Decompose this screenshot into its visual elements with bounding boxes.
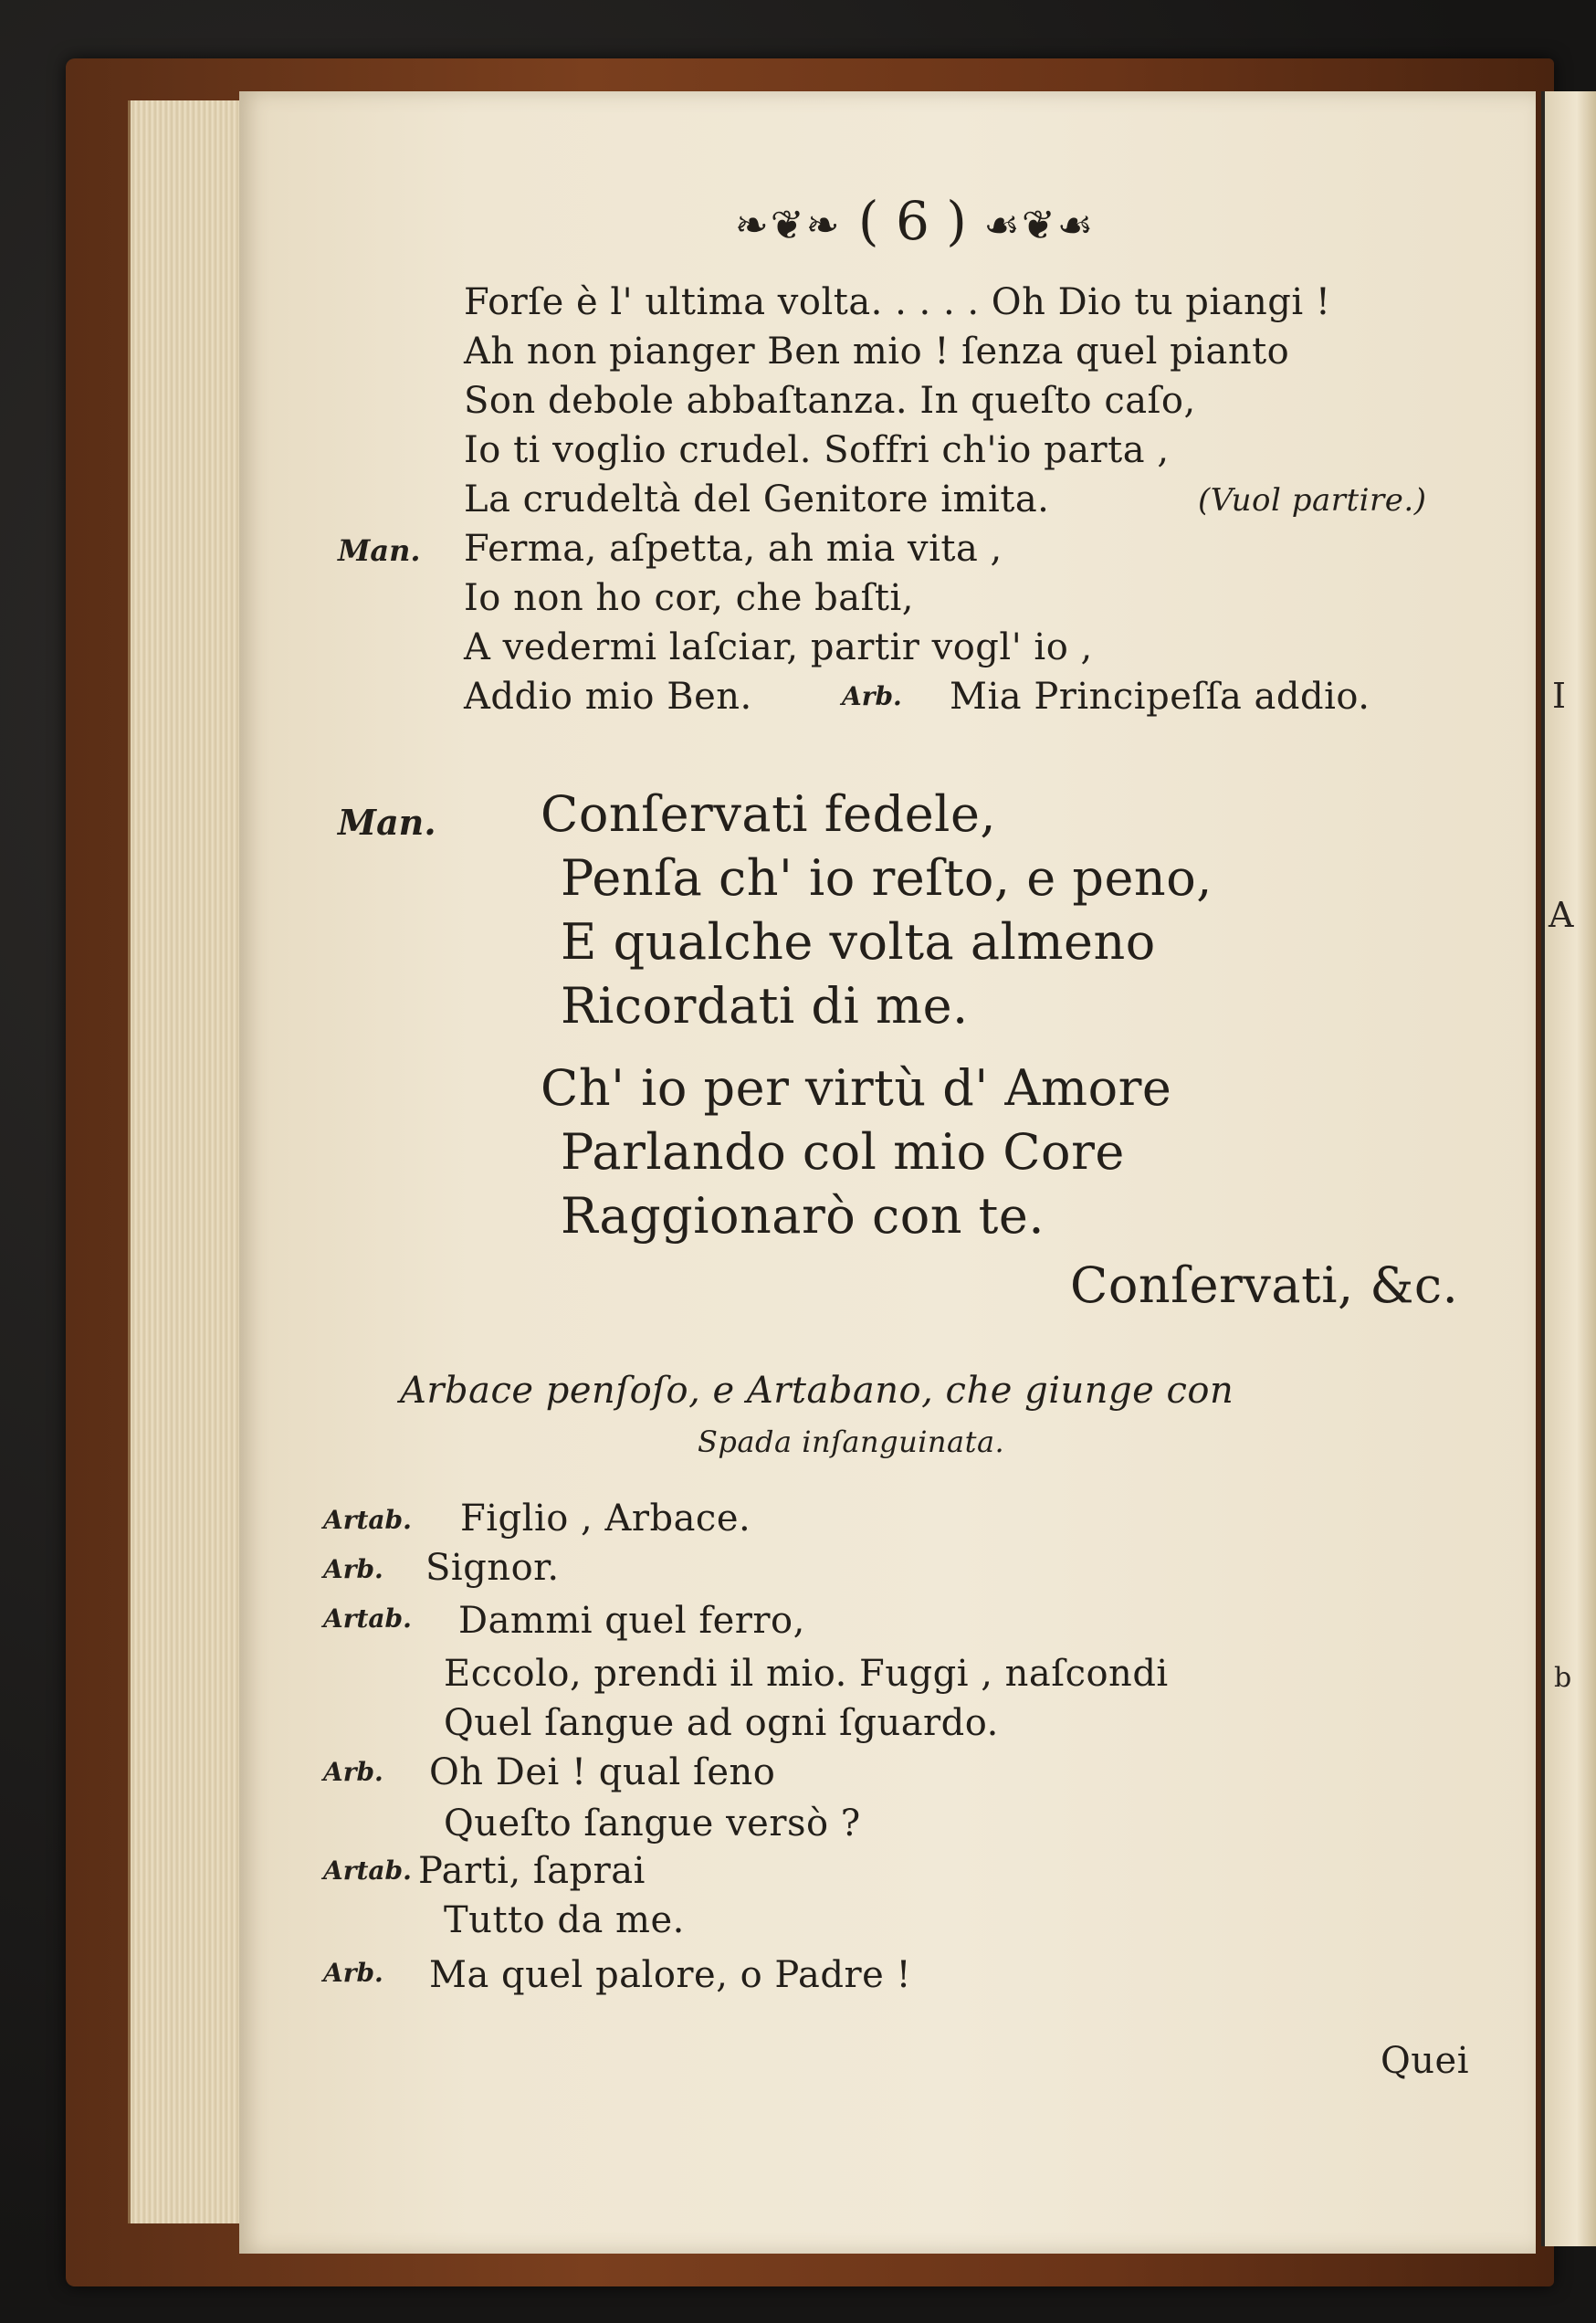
page-edges — [128, 100, 249, 2223]
aria-line: Raggionarò con te. — [561, 1187, 1045, 1245]
adjacent-fragment: A — [1549, 895, 1574, 935]
aria-line: Ch' io per virtù d' Amore — [541, 1059, 1172, 1117]
verse-line: Io ti voglio crudel. Soffri ch'io parta , — [464, 429, 1170, 471]
verse-line: Son debole abbaſtanza. In queſto caſo, — [464, 380, 1196, 422]
stage-direction: (Vuol partire.) — [1198, 482, 1427, 519]
verse-line: Io non ho cor, che baſti, — [464, 577, 915, 619]
speaker-label: Arb. — [323, 1757, 383, 1787]
aria-line: Conſervati fedele, — [541, 785, 997, 843]
adjacent-fragment: b — [1554, 1662, 1572, 1694]
verse-line: A vedermi laſciar, partir vogl' io , — [464, 626, 1093, 668]
speaker-label: Artab. — [323, 1603, 412, 1634]
dialogue-line: Figlio , Arbace. — [460, 1498, 751, 1540]
verse-line: Forſe è l' ultima volta. . . . . Oh Dio tu piangi ! — [464, 281, 1331, 323]
verse-line: Ah non pianger Ben mio ! ſenza quel pianto — [464, 331, 1290, 373]
dialogue-line: Dammi quel ferro, — [458, 1600, 805, 1642]
catchword: Quei — [1381, 2040, 1470, 2082]
verse-line: Ferma, aſpetta, ah mia vita , — [464, 528, 1003, 570]
dialogue-line: Quel ſangue ad ogni ſguardo. — [444, 1702, 999, 1744]
dialogue-line: Queſto ſangue versò ? — [444, 1803, 861, 1845]
speaker-label: Arb. — [323, 1554, 383, 1584]
speaker-label: Arb. — [323, 1958, 383, 1988]
adjacent-page — [1541, 91, 1596, 2246]
page-header — [668, 190, 1161, 252]
page-number: ( 6 ) — [857, 190, 967, 252]
aria-line: Parlando col mio Core — [561, 1123, 1125, 1181]
scene-heading: Spada inſanguinata. — [698, 1424, 1005, 1459]
aria-line: E qualche volta almeno — [561, 913, 1156, 971]
ornament-left-icon: ❧❦❧ — [734, 202, 842, 249]
verse-line: Addio mio Ben. — [464, 676, 752, 718]
dialogue-line: Eccolo, prendi il mio. Fuggi , naſcondi — [444, 1653, 1169, 1695]
speaker-label: Man. — [338, 533, 421, 568]
book-page — [239, 91, 1536, 2254]
dialogue-line: Parti, ſaprai — [418, 1850, 646, 1892]
verse-line: Mia Principeſſa addio. — [950, 676, 1370, 718]
ornament-right-icon: ☙❦☙ — [983, 202, 1096, 249]
speaker-label: Artab. — [323, 1505, 412, 1535]
aria-line: Ricordati di me. — [561, 977, 969, 1035]
speaker-label: Artab. — [323, 1855, 412, 1886]
speaker-label: Arb. — [842, 681, 902, 711]
scene-heading: Arbace penſoſo, e Artabano, che giunge con — [400, 1370, 1234, 1412]
da-capo: Conſervati, &c. — [1070, 1256, 1459, 1314]
speaker-label: Man. — [338, 802, 436, 843]
dialogue-line: Tutto da me. — [444, 1899, 685, 1941]
dialogue-line: Ma quel palore, o Padre ! — [429, 1954, 912, 1996]
adjacent-fragment: I — [1552, 676, 1567, 716]
verse-line: La crudeltà del Genitore imita. — [464, 478, 1050, 520]
dialogue-line: Oh Dei ! qual ſeno — [429, 1751, 776, 1793]
dialogue-line: Signor. — [425, 1547, 560, 1589]
aria-line: Penſa ch' io reſto, e peno, — [561, 849, 1213, 907]
